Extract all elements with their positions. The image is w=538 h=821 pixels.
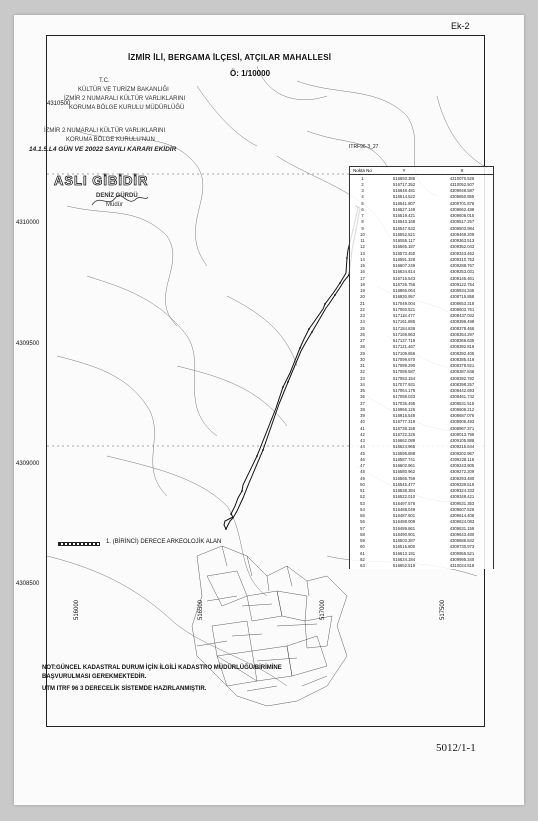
x-cell: 4309686.842 — [449, 538, 475, 544]
y-cell: 517064.178 — [392, 388, 416, 394]
y-cell: 516545.477 — [392, 481, 416, 487]
y-cell: 516497.576 — [392, 500, 416, 506]
table-row — [350, 413, 493, 419]
table-row — [350, 519, 493, 525]
y-cell: 516607.249 — [392, 263, 416, 269]
table-row — [350, 444, 493, 450]
note-line-3: UTM ITRF 96 3 DERECELİK SİSTEMDE HAZIRLANMIŞTIR. — [42, 686, 207, 692]
x-cell: 4309202.967 — [449, 450, 475, 456]
y-cell: 516717.352 — [392, 181, 416, 187]
y-cell: 517089.587 — [392, 369, 416, 375]
x-cell: 4309614.408 — [449, 513, 475, 519]
header-point-no: Nokta No — [353, 168, 372, 173]
x-cell: 4308442.693 — [449, 388, 475, 394]
table-row — [350, 556, 493, 562]
settlement-parcels — [192, 546, 347, 706]
point-no-cell: 43 — [360, 438, 365, 444]
x-cell: 4309253.031 — [449, 269, 475, 275]
point-no-cell: 20 — [360, 294, 365, 300]
point-no-cell: 33 — [360, 375, 365, 381]
table-row — [350, 238, 493, 244]
x-cell: 4308378.921 — [449, 363, 475, 369]
table-row — [350, 313, 493, 319]
table-row — [350, 425, 493, 431]
y-cell: 516489.861 — [392, 525, 416, 531]
point-no-cell: 53 — [360, 500, 365, 506]
x-cell: 4309228.118 — [449, 456, 475, 462]
y-coord-1: 4310000 — [16, 220, 40, 226]
stamp-line-4: KORUMA BÖLGE KURULU MÜDÜRLÜĞÜ — [69, 105, 185, 111]
point-no-cell: 16 — [360, 269, 365, 275]
coordinate-table — [349, 166, 494, 569]
table-row — [350, 244, 493, 250]
point-no-cell: 29 — [360, 350, 365, 356]
x-cell: 4309348.421 — [449, 494, 475, 500]
legend-swatch — [58, 542, 100, 546]
x-cell: 4309850.855 — [449, 194, 475, 200]
x-cell: 4308603.761 — [449, 306, 475, 312]
table-row — [350, 300, 493, 306]
point-no-cell: 28 — [360, 344, 365, 350]
y-cell: 516519.421 — [392, 213, 416, 219]
point-no-cell: 63 — [360, 563, 365, 569]
x-cell: 4308398.257 — [449, 381, 475, 387]
x-cell: 4308366.635 — [449, 338, 475, 344]
table-row — [350, 388, 493, 394]
table-row — [350, 494, 493, 500]
asli-gibidir-stamp: ASLI GİBİDİR — [54, 173, 149, 188]
point-no-cell: 26 — [360, 331, 365, 337]
point-no-cell: 17 — [360, 275, 365, 281]
table-row — [350, 206, 493, 212]
point-no-cell: 4 — [361, 194, 364, 200]
y-cell: 516490.901 — [392, 531, 416, 537]
point-no-cell: 1 — [361, 175, 364, 181]
y-cell: 516602.961 — [392, 463, 416, 469]
table-row — [350, 350, 493, 356]
table-row — [350, 538, 493, 544]
point-no-cell: 40 — [360, 419, 365, 425]
table-row — [350, 275, 493, 281]
table-row — [350, 381, 493, 387]
table-row — [350, 406, 493, 412]
table-row — [350, 325, 493, 331]
x-cell: 4308531.515 — [449, 400, 475, 406]
doc-label: Ek-2 — [451, 21, 470, 31]
table-row — [350, 200, 493, 206]
y-cell: 516587.741 — [392, 456, 416, 462]
table-row — [350, 463, 493, 469]
y-cell: 517121.467 — [392, 344, 416, 350]
x-cell: 4309955.521 — [449, 550, 475, 556]
point-no-cell: 13 — [360, 250, 365, 256]
table-row — [350, 500, 493, 506]
point-no-cell: 37 — [360, 400, 365, 406]
y-cell: 516555.117 — [393, 238, 415, 244]
point-no-cell: 38 — [360, 406, 365, 412]
signature-scribble — [90, 191, 150, 211]
point-no-cell: 6 — [361, 206, 364, 212]
y-coord-0: 4310500 — [47, 101, 71, 107]
x-cell: 4309215.644 — [449, 444, 475, 450]
stamp-line-3: İZMİR 2 NUMARALI KÜLTÜR VARLIKLARINI — [64, 96, 186, 102]
point-no-cell: 55 — [360, 513, 365, 519]
x-cell: 4308354.297 — [449, 331, 475, 337]
table-row — [350, 375, 493, 381]
y-coord-4: 4308500 — [16, 581, 40, 587]
decision-line: 14.1.5.L4 GÜN VE 20022 SAYILI KARARI EKİDİR — [29, 146, 177, 153]
y-cell: 516738.158 — [392, 425, 416, 431]
y-cell: 516541.807 — [392, 200, 416, 206]
y-cell: 516595.888 — [392, 450, 416, 456]
x-cell: 4308461.742 — [449, 394, 475, 400]
x-cell: 4308392.405 — [449, 350, 475, 356]
x-cell: 4309730.973 — [449, 544, 475, 550]
table-row — [350, 369, 493, 375]
point-no-cell: 60 — [360, 544, 365, 550]
point-no-cell: 23 — [360, 313, 365, 319]
map-title: İZMİR İLİ, BERGAMA İLÇESİ, ATÇILAR MAHALLESİ — [128, 53, 332, 62]
x-cell: 4308378.466 — [449, 325, 475, 331]
table-row — [350, 194, 493, 200]
point-no-cell: 48 — [360, 469, 365, 475]
point-no-cell: 51 — [360, 488, 365, 494]
y-cell: 517109.656 — [392, 350, 416, 356]
point-no-cell: 35 — [360, 388, 365, 394]
y-cell: 516662.089 — [392, 438, 416, 444]
table-row — [350, 488, 493, 494]
point-no-cell: 36 — [360, 394, 365, 400]
table-row — [350, 419, 493, 425]
y-cell: 516866.064 — [392, 288, 416, 294]
table-row — [350, 544, 493, 550]
x-cell: 4308392.782 — [449, 375, 475, 381]
point-no-cell: 10 — [360, 231, 365, 237]
y-cell: 516930.957 — [392, 294, 416, 300]
x-cell: 4308934.345 — [449, 288, 475, 294]
y-cell: 516693.386 — [392, 175, 416, 181]
point-no-cell: 24 — [360, 319, 365, 325]
point-no-cell: 62 — [360, 556, 365, 562]
page-reference: 5012/1-1 — [436, 742, 476, 754]
x-coord-0: 516000 — [74, 599, 80, 620]
x-cell: 4309503.984 — [449, 225, 475, 231]
x-cell: 4309243.905 — [449, 463, 475, 469]
table-row — [350, 456, 493, 462]
point-no-cell: 19 — [360, 288, 365, 294]
document-page — [14, 15, 524, 805]
header-y: Y — [402, 168, 406, 173]
y-cell: 516915.548 — [392, 413, 416, 419]
y-cell: 516488.009 — [392, 519, 416, 525]
point-no-cell: 21 — [360, 300, 365, 306]
table-row — [350, 256, 493, 262]
x-cell: 4309607.526 — [449, 506, 475, 512]
table-body — [350, 175, 493, 569]
table-row — [350, 319, 493, 325]
y-cell: 516522.010 — [392, 494, 416, 500]
x-cell: 4309145.461 — [449, 275, 475, 281]
y-cell: 516613.191 — [392, 550, 416, 556]
x-cell: 4309339.516 — [449, 481, 475, 487]
table-row — [350, 563, 493, 569]
y-cell: 516547.632 — [392, 225, 416, 231]
point-no-cell: 32 — [360, 369, 365, 375]
point-no-cell: 18 — [360, 281, 365, 287]
point-no-cell: 59 — [360, 538, 365, 544]
y-cell: 516527.148 — [392, 206, 416, 212]
signatory-title: Müdür — [106, 202, 124, 208]
x-cell: 4308906.493 — [449, 419, 475, 425]
y-cell: 517083.154 — [392, 375, 416, 381]
x-cell: 4308385.416 — [449, 356, 475, 362]
y-cell: 516652.519 — [392, 563, 416, 569]
x-cell: 4309293.480 — [449, 475, 475, 481]
x-cell: 4309310.763 — [449, 256, 475, 262]
table-row — [350, 175, 493, 181]
x-cell: 4309606.015 — [449, 213, 475, 219]
table-row — [350, 306, 493, 312]
x-cell: 4308387.846 — [449, 369, 475, 375]
x-cell: 4309105.888 — [449, 438, 475, 444]
x-coord-2: 517000 — [320, 599, 326, 620]
table-header — [350, 166, 493, 175]
table-row — [350, 338, 493, 344]
y-cell: 516488.049 — [392, 506, 416, 512]
table-row — [350, 181, 493, 187]
x-cell: 4309701.876 — [449, 200, 475, 206]
point-no-cell: 3 — [361, 188, 364, 194]
x-cell: 4309469.209 — [449, 231, 475, 237]
table-row — [350, 294, 493, 300]
x-cell: 4310070.526 — [449, 175, 475, 181]
table-row — [350, 550, 493, 556]
point-no-cell: 30 — [360, 356, 365, 362]
table-row — [350, 525, 493, 531]
table-row — [350, 506, 493, 512]
archaeological-site-boundary — [224, 206, 360, 529]
table-row — [350, 400, 493, 406]
table-row — [350, 531, 493, 537]
x-cell: 4309631.159 — [449, 525, 475, 531]
point-no-cell: 7 — [361, 213, 364, 219]
table-row — [350, 269, 493, 275]
table-row — [350, 281, 493, 287]
table-row — [350, 331, 493, 337]
x-cell: 4309624.083 — [449, 519, 475, 525]
point-no-cell: 34 — [360, 381, 365, 387]
x-cell: 4310024.818 — [449, 563, 475, 569]
x-cell: 4308392.819 — [449, 344, 475, 350]
table-row — [350, 469, 493, 475]
y-cell: 516614.522 — [392, 194, 416, 200]
x-cell: 4309531.353 — [449, 500, 475, 506]
y-cell: 517077.931 — [392, 381, 416, 387]
point-no-cell: 12 — [360, 244, 365, 250]
point-no-cell: 39 — [360, 413, 365, 419]
table-row — [350, 513, 493, 519]
y-cell: 516591.328 — [392, 256, 416, 262]
table-row — [350, 356, 493, 362]
y-cell: 517118.477 — [393, 313, 415, 319]
x-cell: 4309643.480 — [449, 531, 475, 537]
point-no-cell: 41 — [360, 425, 365, 431]
stamp-line-5: İZMİR 2 NUMARALI KÜLTÜR VARLIKLARINI — [44, 128, 166, 134]
point-no-cell: 42 — [360, 431, 365, 437]
y-cell: 516777.319 — [392, 419, 416, 425]
x-cell: 4308653.318 — [449, 300, 475, 306]
note-line-1: NOT:GÜNCEL KADASTRAL DURUM İÇİN İLGİLİ KADASTRO MÜDÜRLÜĞÜ/BİRİMİNE — [42, 665, 282, 671]
table-row — [350, 363, 493, 369]
table-row — [350, 475, 493, 481]
point-no-cell: 9 — [361, 225, 364, 231]
y-cell: 517184.836 — [392, 325, 416, 331]
point-no-cell: 31 — [360, 363, 365, 369]
x-cell: 4309272.209 — [449, 469, 475, 475]
x-cell: 4309948.587 — [449, 188, 475, 194]
y-cell: 516716.543 — [392, 275, 416, 281]
coordinate-system-label: ITRF96-3_27 — [349, 144, 379, 150]
x-cell: 4308967.371 — [449, 425, 475, 431]
x-cell: 4309288.767 — [449, 263, 475, 269]
y-cell: 516552.521 — [392, 231, 416, 237]
stamp-line-1: T.C. — [99, 78, 110, 84]
point-no-cell: 54 — [360, 506, 365, 512]
note-line-2: BAŞVURULMASI GEREKMEKTEDİR. — [42, 674, 147, 680]
x-cell: 4309662.489 — [449, 206, 475, 212]
y-cell: 516538.384 — [392, 488, 416, 494]
y-cell: 516726.756 — [392, 281, 416, 287]
x-cell: 4309995.340 — [449, 556, 475, 562]
point-no-cell: 14 — [360, 256, 365, 262]
y-coord-2: 4309500 — [16, 341, 40, 347]
y-cell: 516966.126 — [392, 406, 416, 412]
y-cell: 516634.184 — [392, 556, 416, 562]
signatory-name: DENİZ GÜRDÜ — [96, 193, 138, 199]
y-cell: 517049.004 — [392, 300, 416, 306]
point-no-cell: 50 — [360, 481, 365, 487]
y-cell: 516565.187 — [392, 244, 416, 250]
point-no-cell: 49 — [360, 475, 365, 481]
table-row — [350, 263, 493, 269]
y-cell: 516580.962 — [392, 469, 416, 475]
y-cell: 516543.168 — [392, 219, 416, 225]
table-row — [350, 344, 493, 350]
table-row — [350, 225, 493, 231]
point-no-cell: 44 — [360, 444, 365, 450]
x-cell: 4309517.257 — [449, 219, 475, 225]
y-cell: 517089.290 — [392, 363, 416, 369]
point-no-cell: 61 — [360, 550, 365, 556]
table-row — [350, 288, 493, 294]
table-row — [350, 188, 493, 194]
x-cell: 4310052.507 — [449, 181, 475, 187]
table-row — [350, 438, 493, 444]
x-cell: 4308396.498 — [449, 319, 475, 325]
point-no-cell: 58 — [360, 531, 365, 537]
table-row — [350, 481, 493, 487]
y-cell: 516648.481 — [392, 188, 416, 194]
x-coord-1: 516500 — [198, 599, 204, 620]
y-cell: 516515.800 — [392, 544, 416, 550]
point-no-cell: 15 — [360, 263, 365, 269]
point-no-cell: 45 — [360, 450, 365, 456]
y-cell: 517137.719 — [392, 338, 416, 344]
stamp-line-6: KORUMA BÖLGE KURULU'NUN — [66, 137, 155, 143]
point-no-cell: 27 — [360, 338, 365, 344]
map-scale: Ö: 1/10000 — [230, 69, 271, 78]
point-no-cell: 22 — [360, 306, 365, 312]
y-cell: 517060.521 — [392, 306, 416, 312]
table-row — [350, 250, 493, 256]
y-cell: 517058.033 — [392, 394, 416, 400]
y-cell: 516722.325 — [392, 431, 416, 437]
stamp-line-2: KÜLTÜR VE TURİZM BAKANLIĞI — [78, 87, 169, 93]
x-coord-3: 517500 — [440, 599, 446, 620]
x-cell: 4309352.043 — [449, 244, 475, 250]
y-cell: 516503.287 — [392, 538, 416, 544]
point-no-cell: 5 — [361, 200, 364, 206]
y-cell: 516573.450 — [392, 250, 416, 256]
point-no-cell: 2 — [361, 181, 364, 187]
x-cell: 4309013.796 — [449, 431, 475, 437]
header-x: X — [460, 168, 464, 173]
table-row — [350, 213, 493, 219]
y-cell: 516487.601 — [392, 513, 416, 519]
legend-label: 1. (BİRİNCİ) DERECE ARKEOLOJİK ALAN — [106, 539, 222, 545]
y-cell: 517035.495 — [392, 400, 416, 406]
y-coord-3: 4309000 — [16, 461, 40, 467]
x-cell: 4308437.032 — [449, 313, 475, 319]
point-no-cell: 46 — [360, 456, 365, 462]
point-no-cell: 56 — [360, 519, 365, 525]
point-no-cell: 25 — [360, 325, 365, 331]
table-row — [350, 431, 493, 437]
x-cell: 4308715.858 — [449, 294, 475, 300]
y-cell: 517169.863 — [392, 331, 416, 337]
x-cell: 4309363.513 — [449, 238, 475, 244]
y-cell: 517161.885 — [392, 319, 416, 325]
point-no-cell: 57 — [360, 525, 365, 531]
y-cell: 516634.614 — [392, 269, 416, 275]
point-no-cell: 11 — [360, 238, 365, 244]
y-cell: 516566.759 — [392, 475, 416, 481]
table-row — [350, 450, 493, 456]
table-row — [350, 394, 493, 400]
x-cell: 4309343.462 — [449, 250, 475, 256]
y-cell: 516624.965 — [392, 444, 416, 450]
x-cell: 4308609.212 — [449, 406, 475, 412]
x-cell: 4309324.333 — [449, 488, 475, 494]
y-cell: 517099.670 — [392, 356, 416, 362]
table-row — [350, 219, 493, 225]
point-no-cell: 52 — [360, 494, 365, 500]
x-cell: 4308687.076 — [449, 413, 475, 419]
point-no-cell: 47 — [360, 463, 365, 469]
x-cell: 4309122.754 — [449, 281, 475, 287]
table-row — [350, 231, 493, 237]
point-no-cell: 8 — [361, 219, 364, 225]
